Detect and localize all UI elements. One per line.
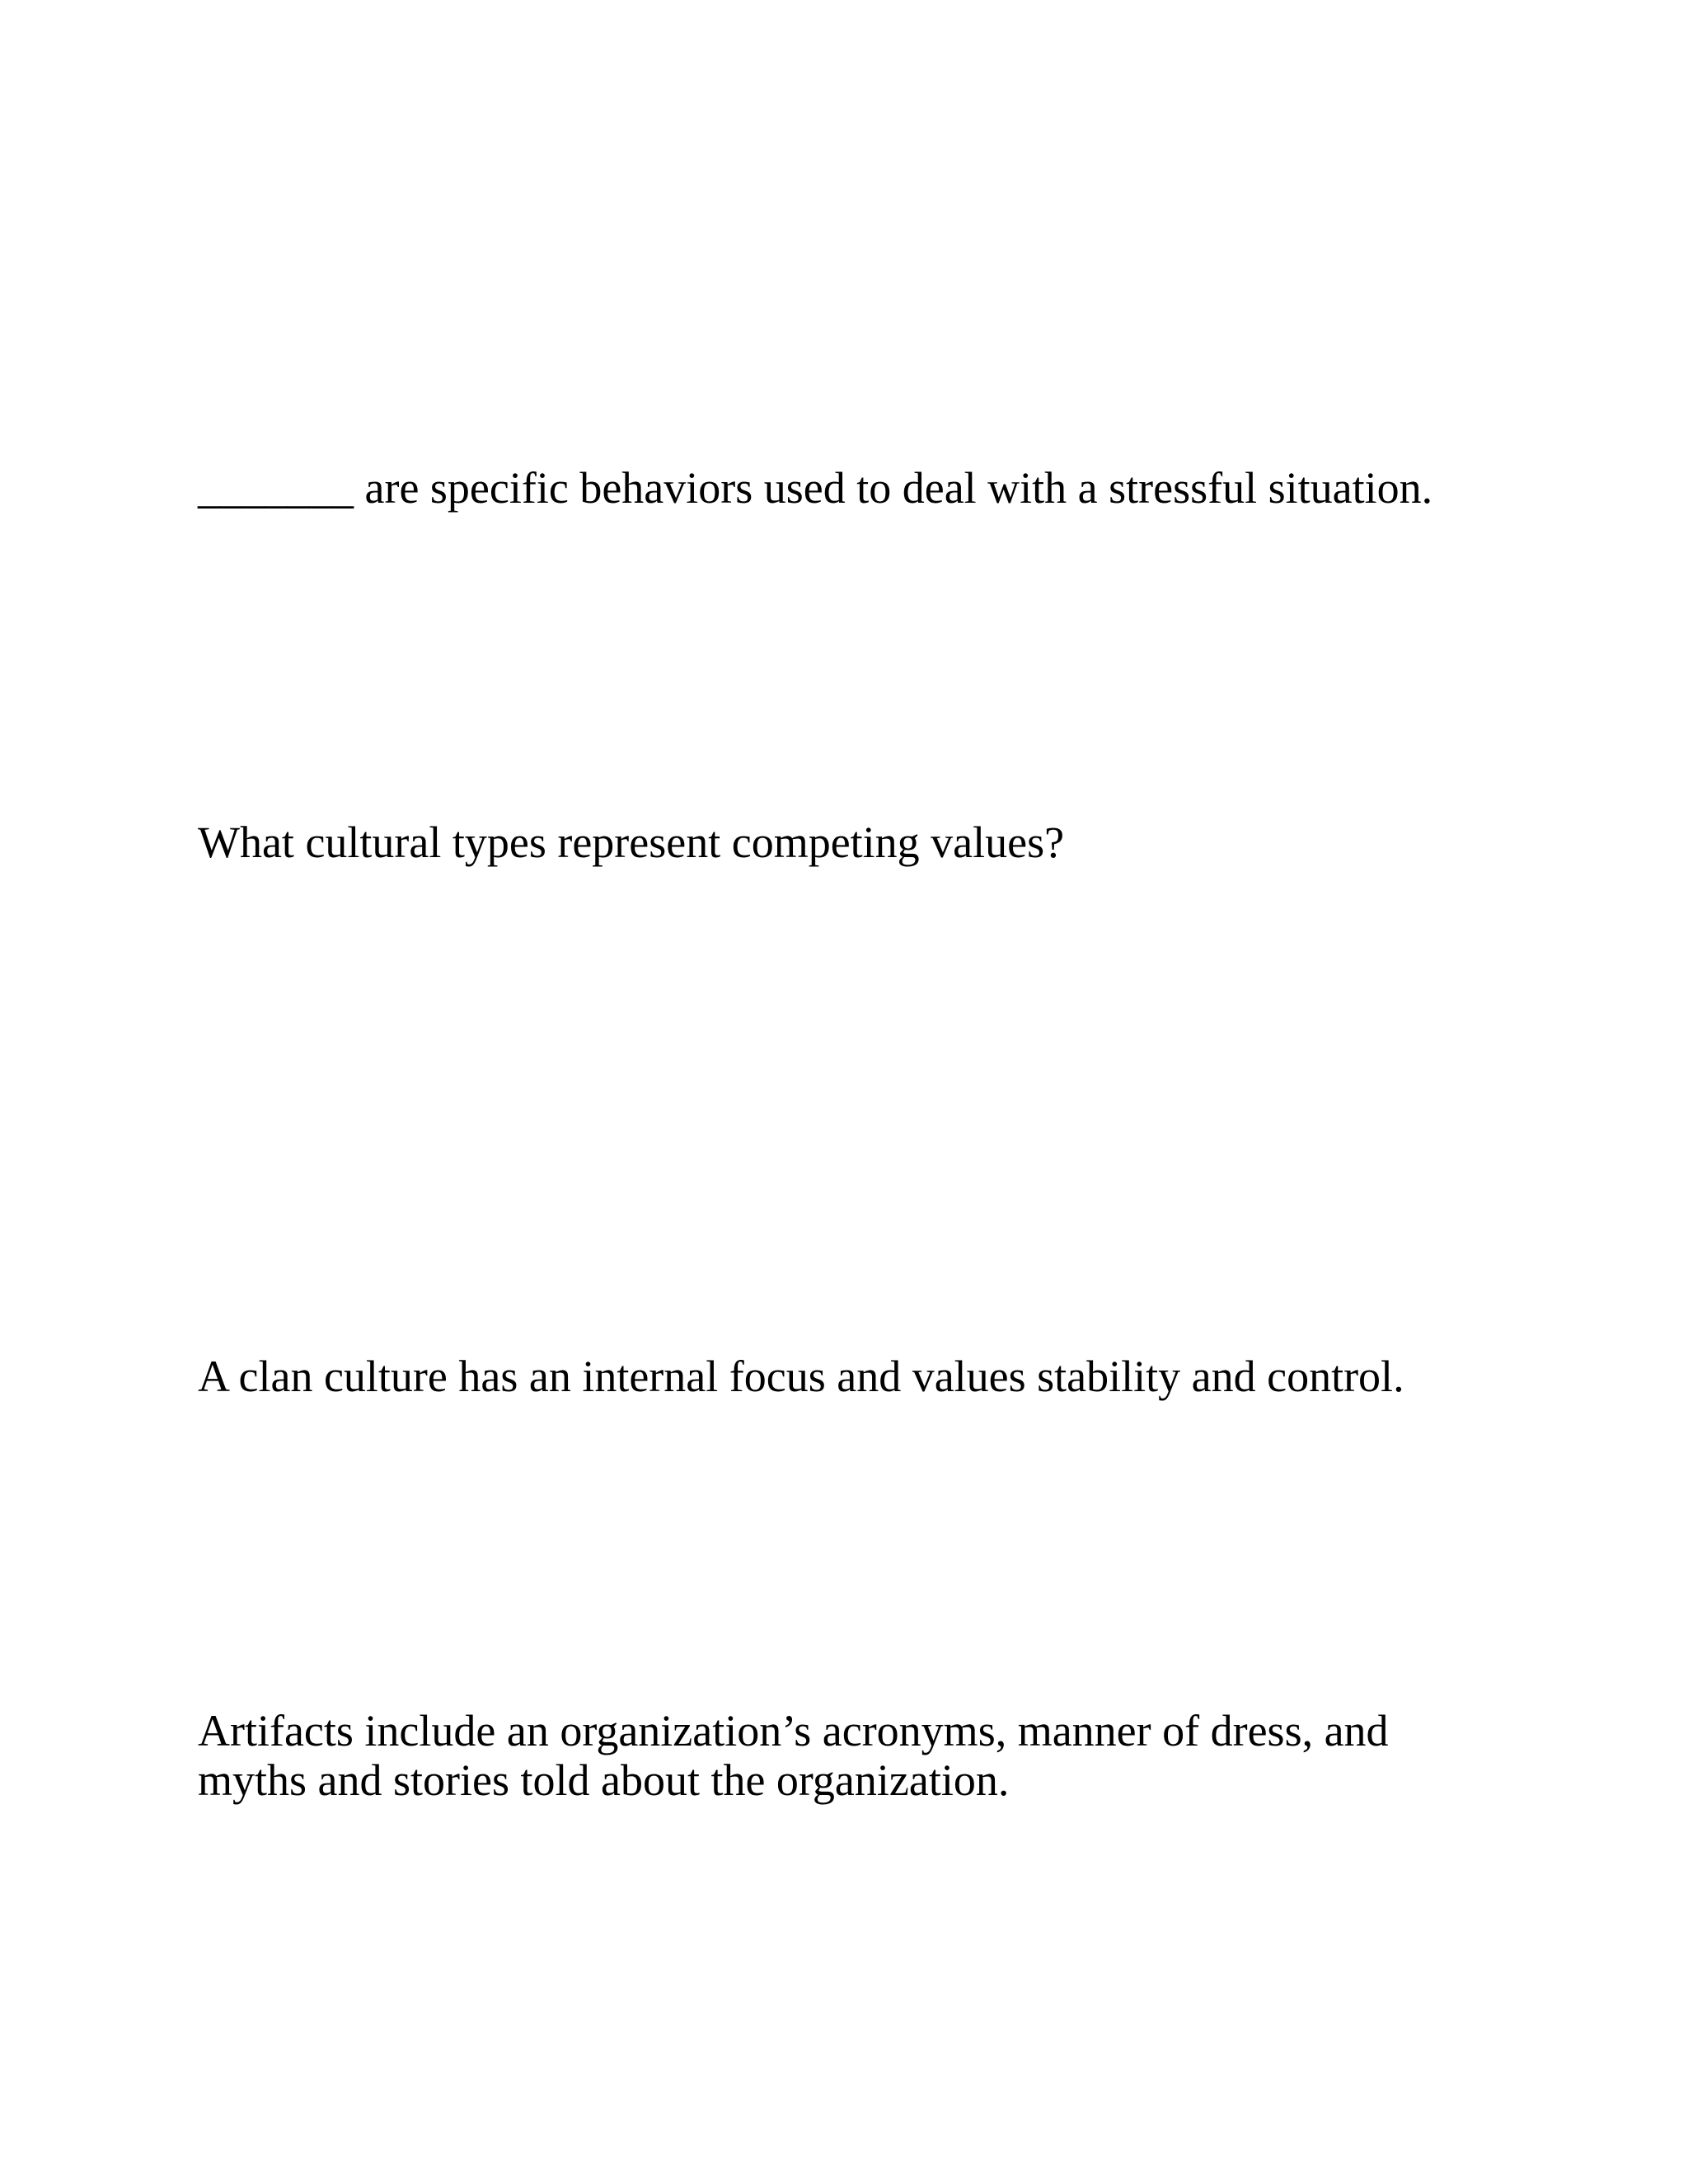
question-1-text: _______ are specific behaviors used to deal with a stressful situation. [198,463,1433,513]
question-3-text: A clan culture has an internal focus and values stability and control. [198,1352,1404,1401]
question-4-text: Artifacts include an organization’s acronyms, manner of dress, and myths and stories told about the organization. [198,1706,1389,1805]
question-2-text: What cultural types represent competing values? [198,818,1065,867]
